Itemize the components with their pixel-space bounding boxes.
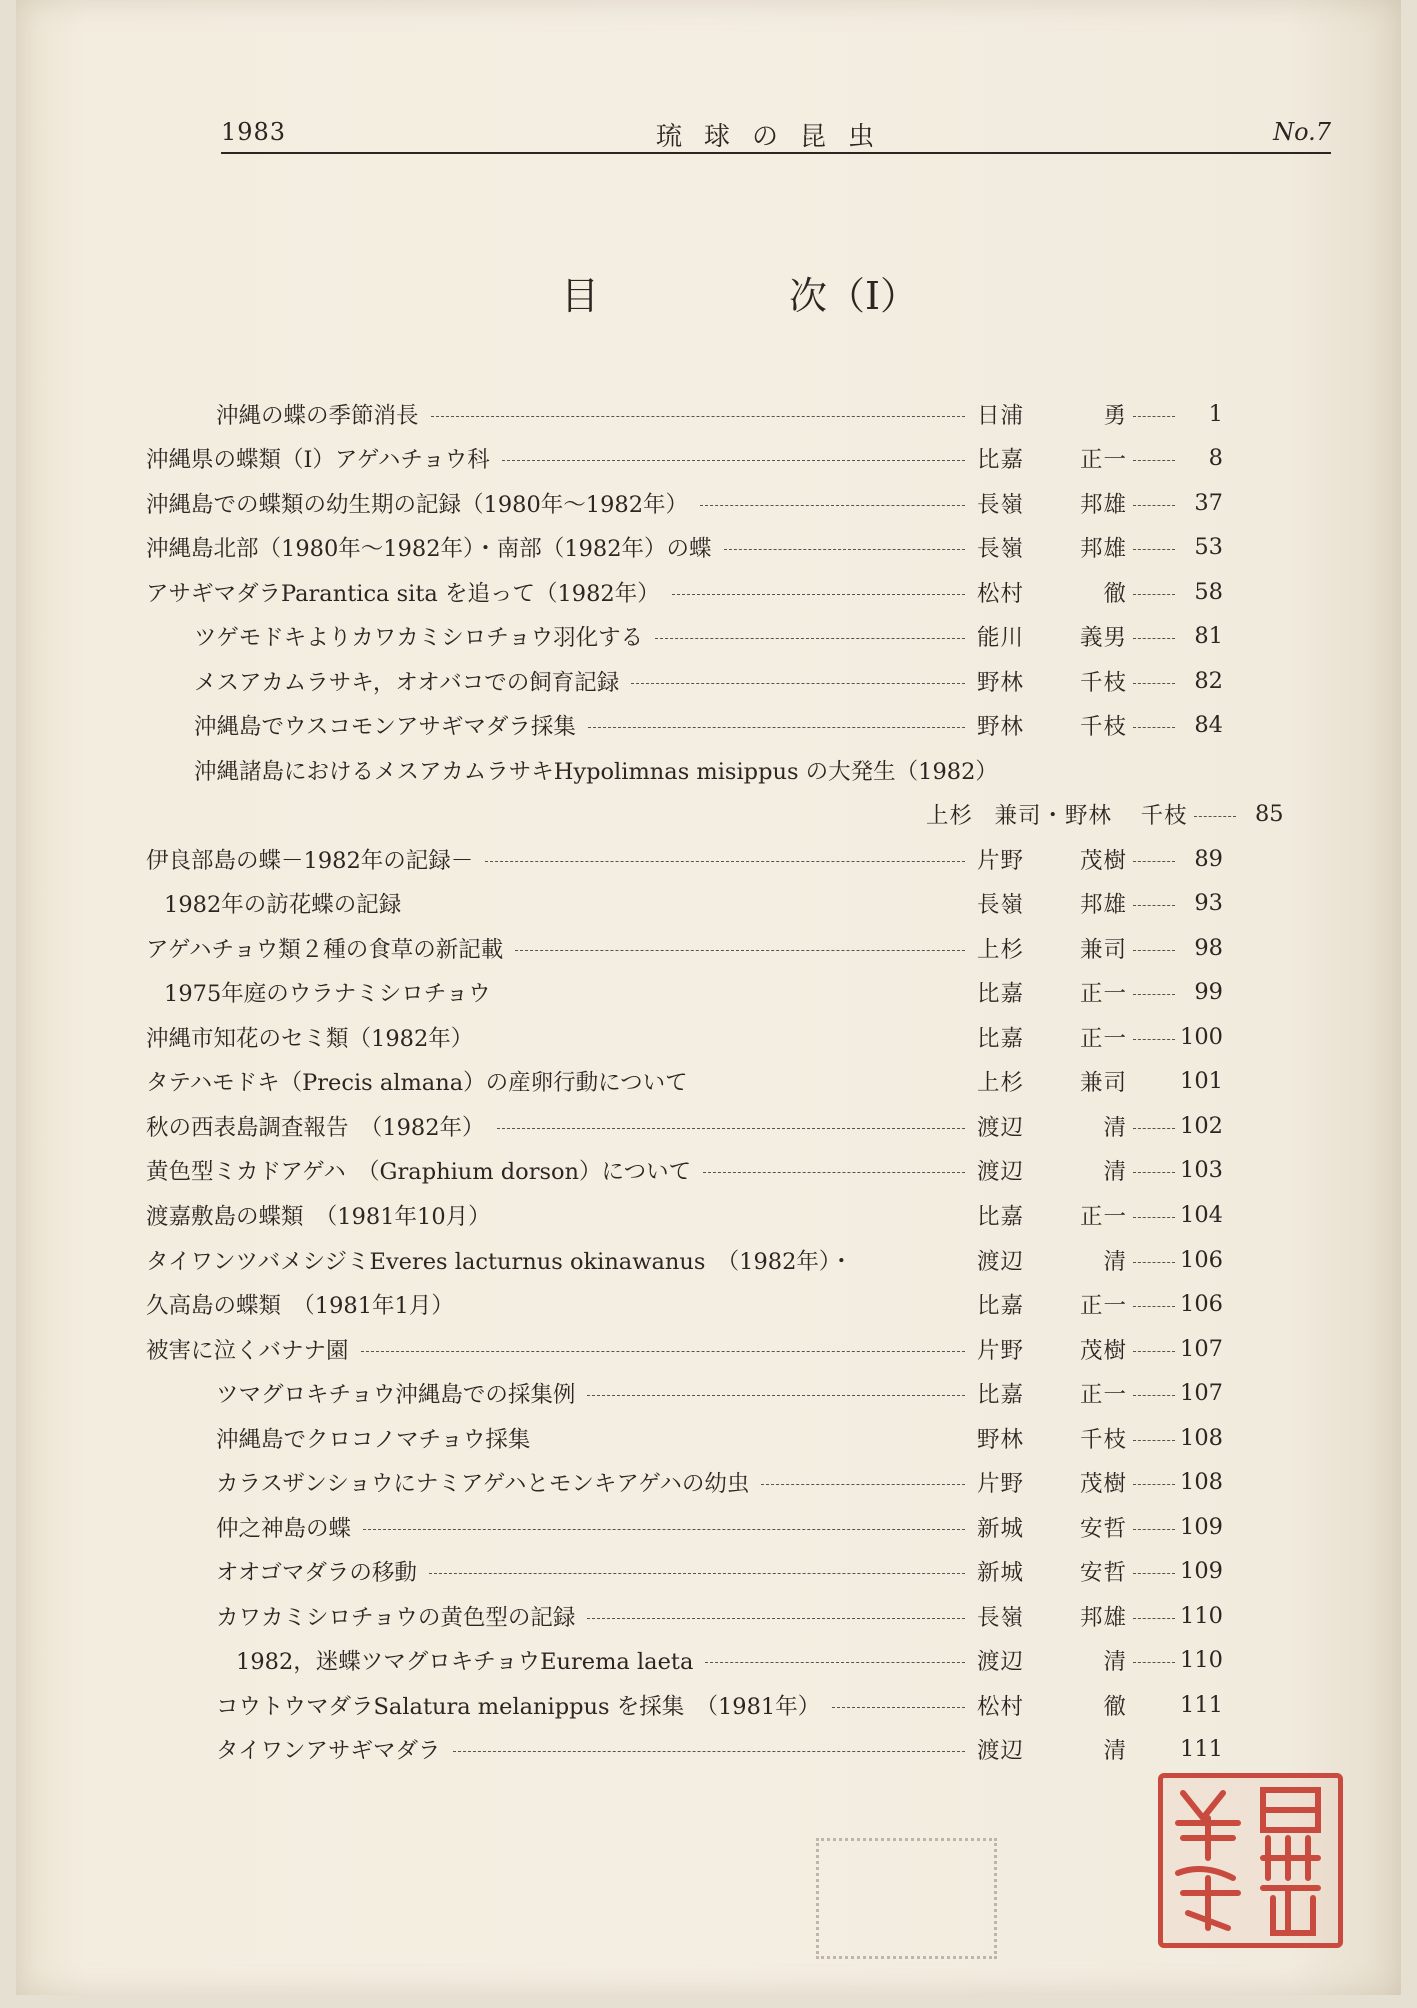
entry-title: 伊良部島の蝶－1982年の記録－: [146, 848, 474, 874]
entry-page: 111: [1180, 1736, 1223, 1762]
toc-entry: [194, 705, 1223, 745]
entry-title: コウトウマダラSalatura melanippus を採集 （1981年）: [216, 1694, 821, 1720]
leader-dots: [1133, 1306, 1175, 1307]
entry-page: 8: [1208, 445, 1223, 471]
toc-entry: [216, 1685, 1223, 1725]
leader-dots: [515, 950, 965, 951]
leader-dots: [1133, 905, 1175, 906]
entry-page: 106: [1180, 1247, 1223, 1273]
entry-page: 37: [1194, 490, 1223, 516]
leader-dots: [672, 594, 965, 595]
leader-dots: [485, 861, 965, 862]
leader-dots: [1133, 1484, 1175, 1485]
entry-author: 比嘉 正一: [977, 447, 1127, 473]
entry-author: 比嘉 正一: [977, 1382, 1127, 1408]
entry-title: 沖縄島での蝶類の幼生期の記録（1980年～1982年）: [146, 492, 689, 518]
leader-dots: [1133, 416, 1175, 417]
entry-title: オオゴマダラの移動: [216, 1560, 417, 1586]
toc-entry: [146, 1106, 1223, 1146]
entry-page: 104: [1180, 1202, 1223, 1228]
leader-dots: [1133, 594, 1175, 595]
entry-author: 新城 安哲: [977, 1516, 1127, 1542]
entry-page: 109: [1180, 1514, 1223, 1540]
leader-dots: [1194, 816, 1236, 817]
entry-author: 比嘉 正一: [977, 1026, 1127, 1052]
entry-page: 89: [1194, 846, 1223, 872]
leader-dots: [1133, 861, 1175, 862]
leader-dots: [700, 505, 965, 506]
leader-dots: [631, 683, 965, 684]
leader-dots: [1133, 1217, 1175, 1218]
toc-entry: [146, 483, 1223, 523]
toc-entry: [146, 438, 1223, 478]
toc-entry: [216, 1462, 1223, 1502]
toc-heading: 目 次（Ⅰ）: [561, 274, 919, 318]
entry-page: 93: [1194, 890, 1223, 916]
entry-page: 111: [1180, 1692, 1223, 1718]
entry-page: 103: [1180, 1157, 1223, 1183]
entry-author: 渡辺 清: [977, 1649, 1127, 1675]
entry-title: 沖縄諸島におけるメスアカムラサキHypolimnas misippus の大発生（1982）: [194, 759, 998, 785]
leader-dots: [1133, 460, 1175, 461]
leader-dots: [1133, 1262, 1175, 1263]
toc-entry-title-line: [194, 750, 1223, 790]
entry-title: 1975年庭のウラナミシロチョウ: [164, 981, 491, 1007]
entry-title: 沖縄島北部（1980年～1982年）・南部（1982年）の蝶: [146, 536, 712, 562]
entry-title: 沖縄島でウスコモンアサギマダラ採集: [194, 714, 576, 740]
leader-dots: [1133, 727, 1175, 728]
entry-title: 1982年の訪花蝶の記録: [164, 892, 402, 918]
toc-entry: [146, 527, 1223, 567]
entry-author: 上杉 兼司: [977, 1070, 1127, 1096]
entry-title: ツマグロキチョウ沖縄島での採集例: [216, 1382, 576, 1408]
entry-author: 片野 茂樹: [977, 1471, 1127, 1497]
entry-page: 102: [1180, 1113, 1223, 1139]
toc-entry: [146, 1195, 1223, 1235]
entry-title: 渡嘉敷島の蝶類 （1981年10月）: [146, 1204, 491, 1230]
entry-title: アゲハチョウ類２種の食草の新記載: [146, 937, 504, 963]
entry-author: 渡辺 清: [977, 1738, 1127, 1764]
toc-entry: [146, 839, 1223, 879]
entry-page: 98: [1194, 935, 1223, 961]
entry-page: 58: [1194, 579, 1223, 605]
entry-title: タイワンツバメシジミEveres lacturnus okinawanus （1982年）・: [146, 1249, 853, 1275]
entry-title: アサギマダラParantica sita を追って（1982年）: [146, 581, 660, 607]
entry-page: 82: [1194, 668, 1223, 694]
leader-dots: [1133, 1573, 1175, 1574]
entry-author: 上杉 兼司・野林 千枝: [926, 803, 1188, 829]
entry-page: 107: [1180, 1380, 1223, 1406]
entry-page: 110: [1180, 1603, 1223, 1629]
leader-dots: [1133, 638, 1175, 639]
leader-dots: [832, 1707, 965, 1708]
leader-dots: [1133, 1128, 1175, 1129]
leader-dots: [703, 1172, 965, 1173]
leader-dots: [588, 727, 965, 728]
leader-dots: [1133, 1395, 1175, 1396]
header-year: 1983: [221, 118, 287, 146]
entry-page: 100: [1180, 1024, 1223, 1050]
leader-dots: [453, 1751, 965, 1752]
entry-title: 秋の西表島調査報告 （1982年）: [146, 1115, 485, 1141]
entry-author: 野林 千枝: [977, 714, 1127, 740]
entry-author: 片野 茂樹: [977, 848, 1127, 874]
toc-entry: [146, 1017, 1223, 1057]
toc-entry: [146, 1061, 1223, 1101]
table-of-contents: [16, 0, 1401, 1995]
entry-author: 長嶺 邦雄: [977, 1605, 1127, 1631]
toc-entry: [216, 394, 1223, 434]
toc-entry: [194, 661, 1223, 701]
entry-page: 99: [1194, 979, 1223, 1005]
leader-dots: [1133, 683, 1175, 684]
header-issue-number: No.7: [1273, 118, 1331, 146]
seal-glyphs: [1163, 1778, 1338, 1943]
toc-entry: [164, 883, 1223, 923]
toc-entry: [216, 1418, 1223, 1458]
toc-entry: [146, 1150, 1223, 1190]
entry-author: 日浦 勇: [977, 403, 1127, 429]
toc-entry: [236, 1640, 1223, 1680]
leader-dots: [1133, 950, 1175, 951]
entry-page: 106: [1180, 1291, 1223, 1317]
leader-dots: [655, 638, 965, 639]
leader-dots: [705, 1662, 965, 1663]
entry-author: 比嘉 正一: [977, 981, 1127, 1007]
leader-dots: [587, 1618, 965, 1619]
toc-entry: [146, 1284, 1223, 1324]
entry-page: 84: [1194, 712, 1223, 738]
entry-title: 沖縄島でクロコノマチョウ採集: [216, 1427, 531, 1453]
entry-author: 新城 安哲: [977, 1560, 1127, 1586]
entry-title: タイワンアサギマダラ: [216, 1738, 441, 1764]
entry-author: 渡辺 清: [977, 1249, 1127, 1275]
toc-entry: [194, 616, 1223, 656]
entry-page: 81: [1194, 623, 1223, 649]
toc-entry: [216, 1507, 1223, 1547]
toc-entry: [146, 1329, 1223, 1369]
leader-dots: [1133, 549, 1175, 550]
entry-author: 長嶺 邦雄: [977, 892, 1127, 918]
toc-entry-author-line: [886, 794, 1284, 834]
entry-title: 久高島の蝶類 （1981年1月）: [146, 1293, 454, 1319]
toc-entry: [146, 1240, 1223, 1280]
entry-author: 上杉 兼司: [977, 937, 1127, 963]
entry-title: ツゲモドキよりカワカミシロチョウ羽化する: [194, 625, 644, 651]
entry-page: 107: [1180, 1336, 1223, 1362]
leader-dots: [1133, 1440, 1175, 1441]
entry-title: 被害に泣くバナナ園: [146, 1338, 349, 1364]
leader-dots: [497, 1128, 965, 1129]
entry-title: 黄色型ミカドアゲハ （Graphium dorson）について: [146, 1159, 692, 1185]
entry-title: 沖縄市知花のセミ類（1982年）: [146, 1026, 474, 1052]
entry-title: 1982，迷蝶ツマグロキチョウEurema laeta: [236, 1649, 694, 1675]
entry-page: 108: [1180, 1425, 1223, 1451]
entry-title: 仲之神島の蝶: [216, 1516, 352, 1542]
entry-title: メスアカムラサキ，オオバコでの飼育記録: [194, 670, 620, 696]
entry-author: 比嘉 正一: [977, 1204, 1127, 1230]
leader-dots: [761, 1484, 965, 1485]
leader-dots: [1133, 1618, 1175, 1619]
entry-author: 渡辺 清: [977, 1115, 1127, 1141]
entry-page: 85: [1254, 801, 1284, 827]
entry-author: 長嶺 邦雄: [977, 492, 1127, 518]
leader-dots: [1133, 1529, 1175, 1530]
leader-dots: [1133, 1351, 1175, 1352]
entry-title: カワカミシロチョウの黄色型の記録: [216, 1605, 576, 1631]
entry-author: 比嘉 正一: [977, 1293, 1127, 1319]
red-seal-stamp: [1158, 1773, 1343, 1948]
leader-dots: [1133, 1172, 1175, 1173]
leader-dots: [724, 549, 965, 550]
entry-author: 渡辺 清: [977, 1159, 1127, 1185]
leader-dots: [361, 1351, 965, 1352]
entry-page: 53: [1194, 534, 1223, 560]
toc-entry: [164, 972, 1223, 1012]
leader-dots: [1133, 1662, 1175, 1663]
entry-author: 野林 千枝: [977, 670, 1127, 696]
toc-entry: [216, 1551, 1223, 1591]
entry-page: 110: [1180, 1647, 1223, 1673]
toc-entry: [216, 1373, 1223, 1413]
entry-title: タテハモドキ（Precis almana）の産卵行動について: [146, 1070, 688, 1096]
entry-author: 長嶺 邦雄: [977, 536, 1127, 562]
toc-entry: [216, 1596, 1223, 1636]
entry-page: 108: [1180, 1469, 1223, 1495]
leader-dots: [1133, 505, 1175, 506]
toc-entry: [146, 572, 1223, 612]
entry-author: 松村 徹: [977, 581, 1127, 607]
leader-dots: [1133, 1039, 1175, 1040]
entry-author: 片野 茂樹: [977, 1338, 1127, 1364]
entry-author: 松村 徹: [977, 1694, 1127, 1720]
leader-dots: [431, 416, 965, 417]
entry-title: カラスザンショウにナミアゲハとモンキアゲハの幼虫: [216, 1471, 750, 1497]
entry-page: 101: [1180, 1068, 1223, 1094]
toc-entry: [146, 928, 1223, 968]
leader-dots: [587, 1395, 965, 1396]
entry-page: 109: [1180, 1558, 1223, 1584]
entry-page: 1: [1208, 401, 1223, 427]
entry-title: 沖縄の蝶の季節消長: [216, 403, 419, 429]
leader-dots: [363, 1529, 965, 1530]
entry-author: 能川 義男: [977, 625, 1127, 651]
entry-title: 沖縄県の蝶類（Ⅰ）アゲハチョウ科: [146, 447, 490, 473]
faded-stamp-mark: [816, 1838, 997, 1959]
leader-dots: [502, 460, 965, 461]
page-paper: [16, 0, 1401, 1995]
leader-dots: [429, 1573, 965, 1574]
toc-entry: [216, 1729, 1223, 1769]
header-journal-title: 琉球の昆虫: [655, 122, 896, 152]
entry-author: 野林 千枝: [977, 1427, 1127, 1453]
leader-dots: [1133, 994, 1175, 995]
